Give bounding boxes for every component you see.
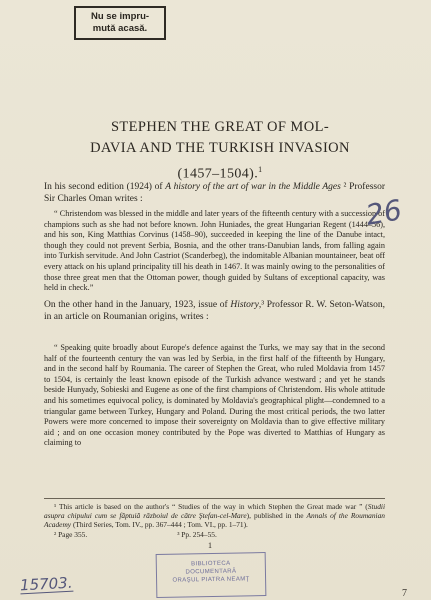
footnote-2-3-row <box>44 530 385 539</box>
intro-tail: ² Professor Sir Charles Oman writes : <box>44 182 385 204</box>
footnote-1 <box>44 502 385 530</box>
library-stamp-line-1: BIBLIOTECA <box>191 560 231 568</box>
journal-title: History <box>230 300 259 310</box>
footnotes <box>44 502 385 539</box>
stamp-line-1: Nu se impru- <box>90 11 150 22</box>
title-line-2: DAVIA AND THE TURKISH INVASION <box>90 140 350 156</box>
second-paragraph <box>44 299 385 323</box>
library-stamp-line-2: DOCUMENTARĂ <box>185 568 237 576</box>
footnote-3: ³ Pp. 254–55. <box>177 529 217 539</box>
book-title: A history of the art of war in the Middle Ages <box>165 182 341 192</box>
second-tail: ,³ Professor R. W. Seton-Watson, in an article on Roumanian origins, writes : <box>44 300 385 322</box>
handwritten-margin-number: 26 <box>363 193 405 232</box>
footnote-1-text-c: ), published in the <box>246 511 307 521</box>
footnote-1-romanian-title: Studii asupra chipului cum se făptuiă războiul de către Ştefan-cel-Mare <box>44 502 385 521</box>
intro-lead: In his second edition (1924) of <box>44 182 166 192</box>
inventory-number-text: 15703. <box>19 573 73 595</box>
footnote-1-text-a: ¹ This article is based on the author's “ Studies of the way in which Stephen the Great made war ” ( <box>54 502 368 511</box>
library-stamp-line-3: ORAŞUL PIATRA NEAMŢ <box>172 576 250 584</box>
title-line-1: STEPHEN THE GREAT OF MOL- <box>110 119 330 135</box>
footnote-2: ² Page 355. <box>54 529 88 539</box>
not-for-loan-stamp <box>74 6 166 40</box>
footnote-1-annals: Annals of the Roumanian Academy <box>44 511 385 530</box>
seton-watson-quote: “ Speaking quite broadly about Europe's defence against the Turks, we may say that in the second half of the fourteenth century the van was led by Serbia, in the first half of the fifteenth by Hungary, and in the second half by Roumania. The career of Stephen the Great, who ruled Moldavia from 1457 to 1504, is certainly the least known episode of the Turkish advance westward ; and yet he stands beside Hunyady, Sobieski and Eugene as one of the first champions of Christendom. His whole attitude and his sometimes equivocal policy, is dominated by Moldavia's geographical plight—condemned to a triangular game between Turkey, Hungary and Poland. During the most critical periods, the two latter Powers were more concerned to impose their sovereignty on Moldavia than to give effective military aid ; and on one occasion money contributed by the Pope was diverted to Matthias of Hungary as claiming to <box>44 343 385 448</box>
stamp-line-2: mută acasă. <box>92 23 148 34</box>
corner-mark: 7 <box>402 588 407 599</box>
intro-paragraph <box>44 181 385 205</box>
footnote-1-text-e: (Third Series, Tom. IV., pp. 367–444 ; Tom. VI., pp. 1–71). <box>71 520 248 530</box>
second-lead: On the other hand in the January, 1923, issue of <box>44 300 231 310</box>
handwritten-inventory-number <box>20 574 73 595</box>
title-dates: (1457–1504). <box>177 166 259 182</box>
article-title <box>30 117 410 185</box>
library-stamp <box>156 552 267 598</box>
footnote-divider <box>44 498 385 499</box>
page-number: 1 <box>208 541 212 550</box>
title-footnote-mark: 1 <box>258 165 263 174</box>
oman-quote: “ Christendom was blessed in the middle and later years of the fifteenth century with a succession of champions such as she had not before known. John Huniades, the great Hungarian Regent (1444–56), and his son, King Matthias Corvinus (1458–90), succeeded in keeping the line of the Danube intact, though they could not prevent Serbia, Bosnia, and the other trans-Danubian lands, from falling again into Turkish servitude. And John Castriot (Scanderbeg), the indomitable Albanian mountaineer, beat off every attack on his upland principality till his death in 1467. It was mainly owing to the personalities of those three great men that the Ottoman power, though guided by Sultans of exceptional capacity, was held in check.” <box>44 209 385 293</box>
